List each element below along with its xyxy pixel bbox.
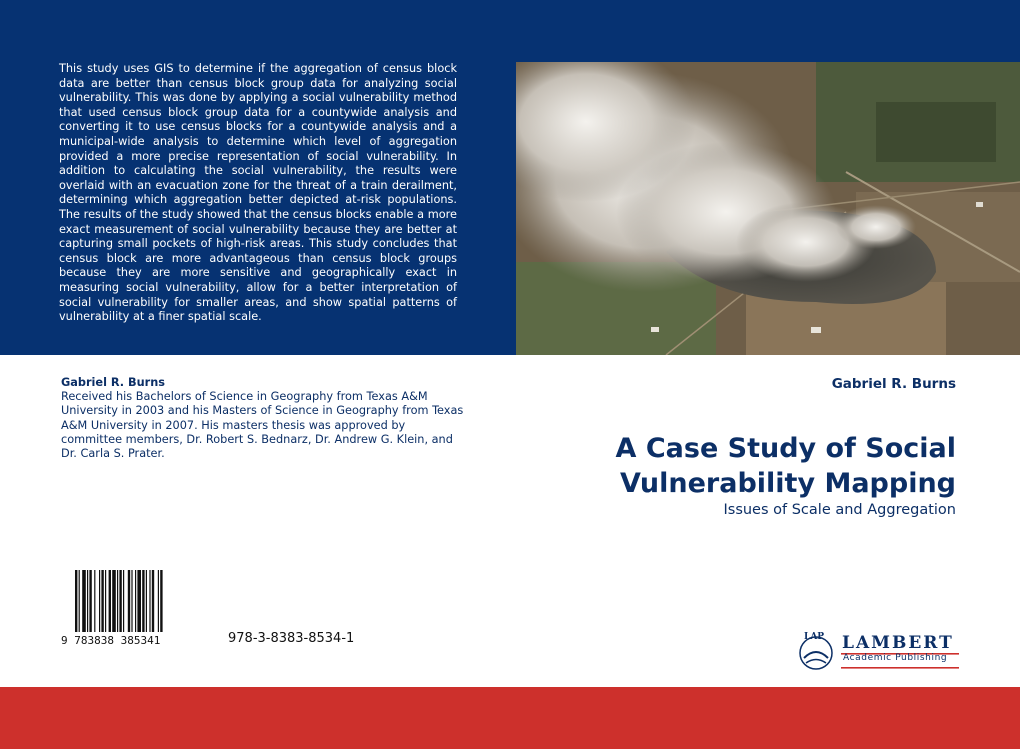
back-cover-blurb: This study uses GIS to determine if the aggregation of census block data are better than census block group data for analyzing social vulnerability. This was done by applying a social vulnerability method that used census block group data for a countywide analysis and converting it to use census blocks for a countywide analysis and a municipal-wide analysis to determine which level of aggregation provided a more precise representation of social vulnerability. In addition to calculating the social vulnerability, the results were overlaid with an evacuation zone for the threat of a train derailment, determining which aggregation better depicted at-risk populations. The results of the study showed that the census blocks enable a more exact measurement of social vulnerability because they are better at capturing small pockets of high-risk areas. This study concludes that census block are more advantageous than census block groups because they are more sensitive and geographically exact in measuring social vulnerability, allow for a better interpretation of social vulnerability for smaller areas, and show spatial patterns of vulnerability at a finer spatial scale.: [59, 62, 457, 324]
barcode-digits: 9 783838 385341: [61, 634, 161, 647]
author-bio-block: [61, 376, 466, 461]
book-title: [536, 431, 956, 501]
author-bio-text: Received his Bachelors of Science in Geography from Texas A&M University in 2003 and his Masters of Science in Geography from Texas A&M University in 2007. His masters thesis was approved by committee members, Dr. Robert S. Bednarz, Dr. Andrew G. Klein, and Dr. Carla S. Prater.: [61, 390, 464, 461]
isbn-barcode: [61, 570, 221, 648]
publisher-mark: LAP: [804, 632, 825, 642]
aerial-smoke-photo: [516, 62, 1020, 355]
book-title-line-1: A Case Study of Social: [615, 433, 956, 464]
book-subtitle: Issues of Scale and Aggregation: [723, 502, 956, 518]
author-bio-name: Gabriel R. Burns: [61, 376, 166, 389]
book-title-line-2: Vulnerability Mapping: [619, 468, 956, 499]
isbn-number: 978-3-8383-8534-1: [228, 631, 355, 646]
publisher-tagline: Academic Publishing: [843, 653, 948, 663]
bottom-red-band: [0, 687, 1020, 749]
publisher-name: LAMBERT: [842, 633, 954, 653]
front-cover-author: Gabriel R. Burns: [831, 376, 956, 392]
